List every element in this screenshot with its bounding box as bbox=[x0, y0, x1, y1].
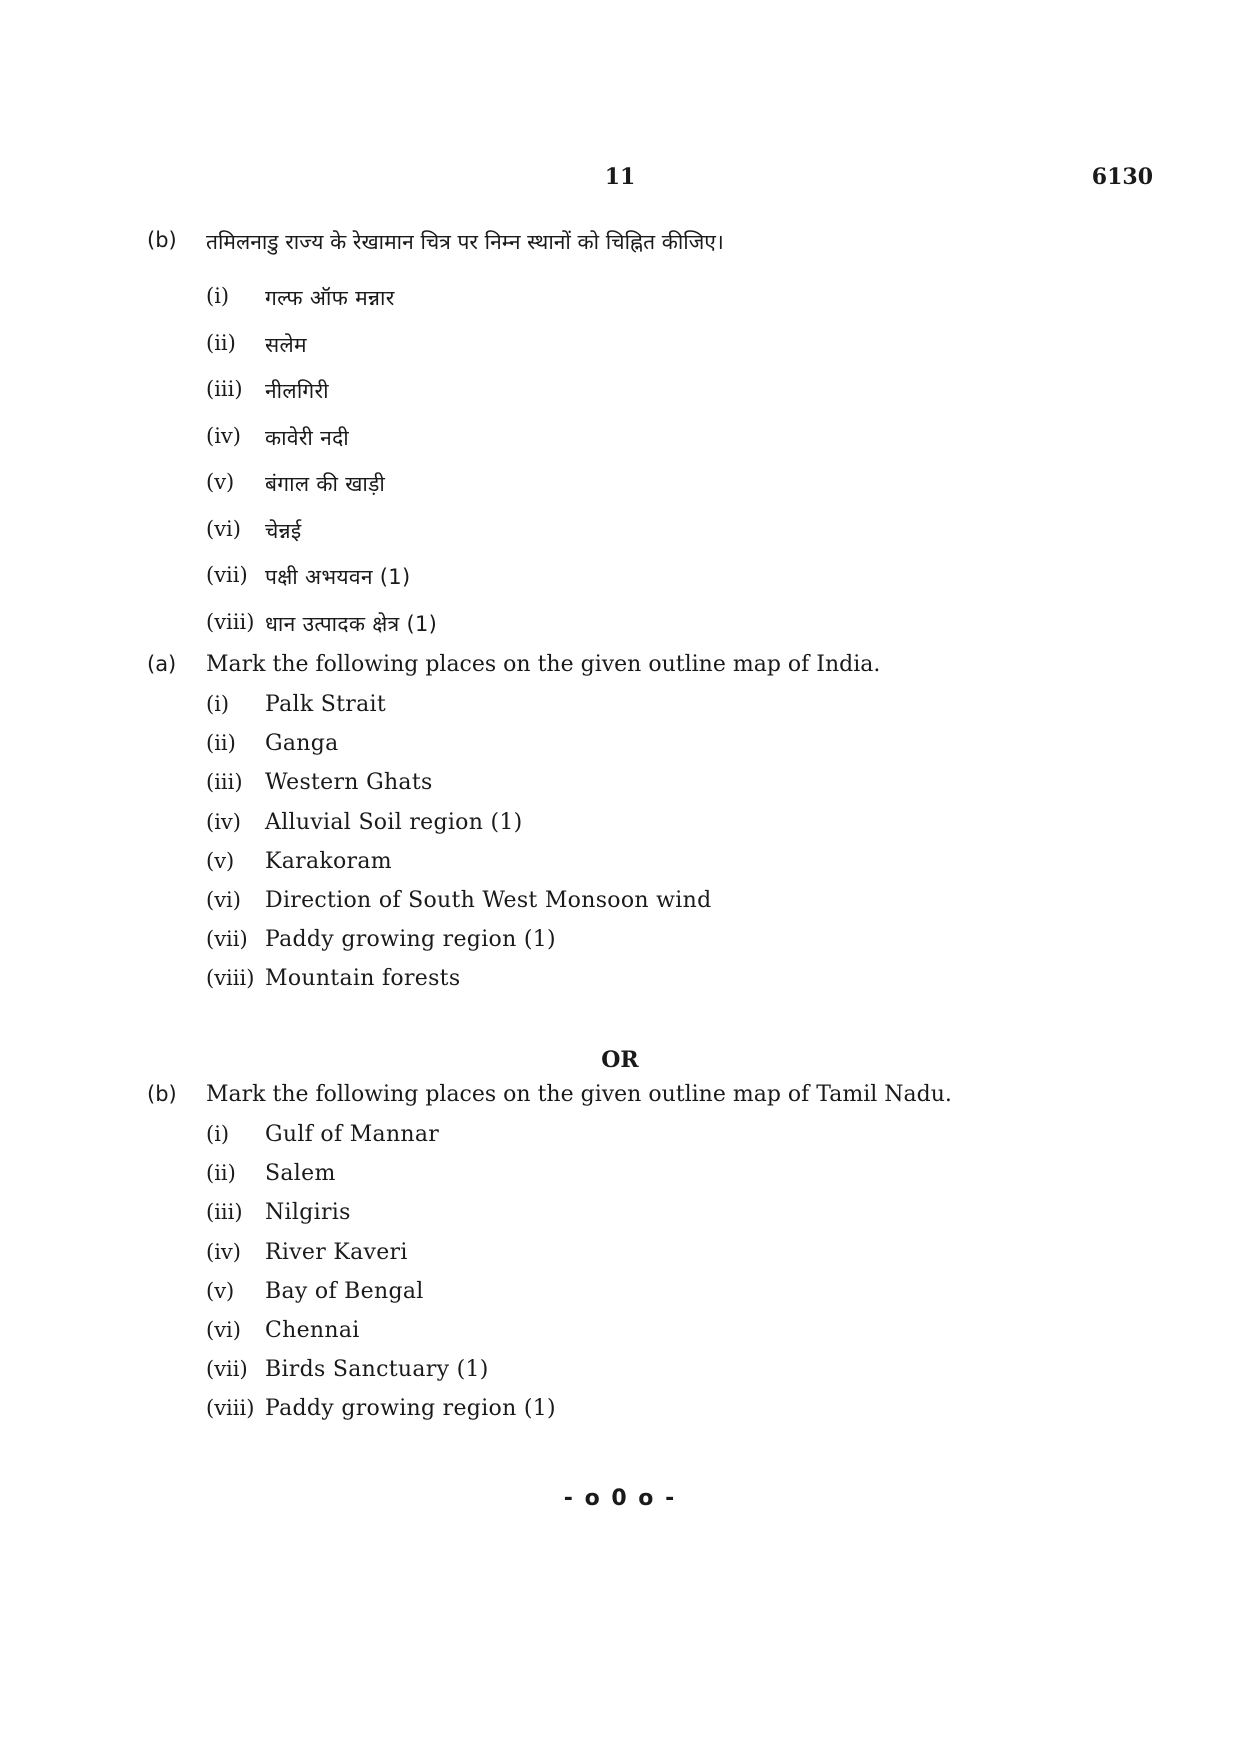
item-number: (vii) bbox=[206, 563, 248, 587]
question-letter: (b) bbox=[147, 228, 177, 252]
item-number: (iii) bbox=[206, 770, 243, 795]
item-number: (ii) bbox=[206, 330, 236, 355]
list-item bbox=[147, 731, 1157, 770]
item-text: River Kaveri bbox=[265, 1239, 408, 1265]
list-item bbox=[147, 1200, 1157, 1239]
item-text: Palk Strait bbox=[265, 692, 387, 717]
list-item bbox=[147, 470, 1157, 517]
item-text: Gulf of Mannar bbox=[265, 1122, 440, 1147]
item-text: चेन्नई bbox=[265, 518, 302, 543]
india-map-question-section bbox=[147, 652, 1157, 1006]
item-text: Paddy growing region (1) bbox=[265, 927, 556, 953]
list-item bbox=[147, 770, 1157, 809]
hindi-question-section bbox=[147, 228, 1157, 656]
question-text: Mark the following places on the given outline map of Tamil Nadu. bbox=[206, 1082, 952, 1107]
list-item bbox=[147, 610, 1157, 657]
item-number: (v) bbox=[206, 1278, 235, 1303]
list-item bbox=[147, 1357, 1157, 1396]
item-text: Bay of Bengal bbox=[265, 1278, 424, 1304]
list-item bbox=[147, 517, 1157, 564]
list-item bbox=[147, 1396, 1157, 1435]
item-number: (iii) bbox=[206, 1200, 243, 1225]
item-text: गल्फ ऑफ मन्नार bbox=[265, 286, 395, 310]
list-item bbox=[147, 888, 1157, 927]
list-item bbox=[147, 927, 1157, 966]
list-item bbox=[147, 1240, 1157, 1279]
list-item bbox=[147, 1318, 1157, 1357]
item-text: कावेरी नदी bbox=[265, 425, 349, 450]
list-item bbox=[147, 810, 1157, 849]
question-header bbox=[147, 1082, 1157, 1122]
item-number: (iv) bbox=[206, 809, 241, 834]
question-letter: (b) bbox=[147, 1082, 177, 1106]
list-item bbox=[147, 377, 1157, 424]
item-text: Chennai bbox=[265, 1317, 360, 1343]
list-item bbox=[147, 424, 1157, 471]
item-number: (iv) bbox=[206, 1239, 241, 1264]
item-number: (viii) bbox=[206, 609, 255, 634]
item-number: (ii) bbox=[206, 1161, 236, 1186]
question-text: Mark the following places on the given outline map of India. bbox=[206, 652, 881, 677]
item-number: (ii) bbox=[206, 731, 236, 756]
item-text: Western Ghats bbox=[265, 770, 433, 796]
question-letter: (a) bbox=[147, 652, 177, 676]
item-number: (i) bbox=[206, 692, 230, 716]
item-text: Salem bbox=[265, 1161, 336, 1187]
list-item bbox=[147, 1279, 1157, 1318]
item-text: Alluvial Soil region (1) bbox=[265, 809, 523, 835]
item-number: (v) bbox=[206, 470, 235, 494]
item-text: Karakoram bbox=[265, 848, 392, 874]
paper-code: 6130 bbox=[1091, 164, 1153, 190]
item-text: Nilgiris bbox=[265, 1200, 351, 1226]
list-item bbox=[147, 563, 1157, 610]
item-number: (iv) bbox=[206, 423, 241, 448]
item-number: (v) bbox=[206, 848, 235, 873]
item-number: (vii) bbox=[206, 1357, 248, 1382]
item-text: सलेम bbox=[265, 332, 307, 357]
list-item bbox=[147, 692, 1157, 731]
item-number: (vii) bbox=[206, 927, 248, 952]
tamilnadu-map-question-section bbox=[147, 1082, 1157, 1436]
page-number: 11 bbox=[604, 164, 636, 190]
item-number: (vi) bbox=[206, 1317, 241, 1342]
item-text: Ganga bbox=[265, 731, 339, 757]
end-of-paper-mark: - o 0 o - bbox=[563, 1486, 677, 1511]
list-item bbox=[147, 849, 1157, 888]
item-number: (i) bbox=[206, 284, 230, 308]
list-item bbox=[147, 284, 1157, 331]
item-text: बंगाल की खाड़ी bbox=[265, 472, 386, 496]
item-text: नीलगिरी bbox=[265, 379, 329, 403]
item-number: (viii) bbox=[206, 1396, 255, 1421]
question-header bbox=[147, 228, 1157, 284]
item-text: Mountain forests bbox=[265, 966, 461, 992]
or-divider: OR bbox=[601, 1047, 639, 1073]
item-number: (viii) bbox=[206, 966, 255, 991]
list-item bbox=[147, 1161, 1157, 1200]
question-text: तमिलनाडु राज्य के रेखामान चित्र पर निम्न स्थानों को चिह्नित कीजिए। bbox=[206, 230, 724, 254]
item-text: पक्षी अभयवन (1) bbox=[265, 565, 411, 589]
list-item bbox=[147, 966, 1157, 1005]
item-number: (vi) bbox=[206, 516, 241, 541]
item-number: (i) bbox=[206, 1122, 230, 1146]
item-text: Birds Sanctuary (1) bbox=[265, 1357, 489, 1383]
item-number: (vi) bbox=[206, 887, 241, 912]
question-header bbox=[147, 652, 1157, 692]
item-text: धान उत्पादक क्षेत्र (1) bbox=[265, 611, 438, 636]
list-item bbox=[147, 331, 1157, 378]
list-item bbox=[147, 1122, 1157, 1161]
item-text: Direction of South West Monsoon wind bbox=[265, 887, 712, 913]
item-number: (iii) bbox=[206, 377, 243, 401]
item-text: Paddy growing region (1) bbox=[265, 1396, 556, 1422]
